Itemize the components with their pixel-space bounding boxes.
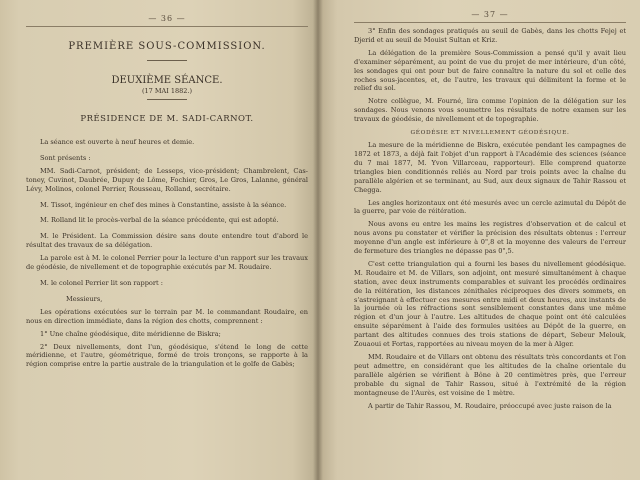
paragraph: C'est cette triangulation qui a fourni les bases du nivellement géodésique. M. Roudaire et M. de Villars, son adjoint, ont mesuré simultanément à chaque station, avec deux instruments comparables et suivant les procédés ordinaires de la réitération, les distances zénithales réciproques des divers sommets, en s'astreignant à effectuer ces mesures entre midi et deux heures, aux instants de la journée où les réfractions sont sensiblement constantes dans une même région et d'un jour à l'autre. Les altitudes de chaque point ont été calculées ensuite séparément à l'aide des formules usitées au Dépôt de la guerre, en partant des altitudes connues des trois stations de départ, Sebeur Melouk, Zouaoui et Fortas, rapportées au niveau moyen de la mer à Alger. [354, 259, 626, 349]
divider [147, 99, 187, 100]
section-title: PREMIÈRE SOUS-COMMISSION. [68, 41, 266, 52]
page-number-right: — 37 — [354, 10, 626, 23]
page-number-left: — 36 — [26, 14, 308, 27]
divider [147, 60, 187, 61]
paragraph: 2° Deux nivellements, dont l'un, géodésique, s'étend le long de cette méridienne, et l'autre, géométrique, formé de trois tronçons, se rapporte à la région comprise entre la partie australe de la triangulation et le golfe de Gabès; [26, 342, 308, 369]
paragraph: La parole est à M. le colonel Perrier pour la lecture d'un rapport sur les travaux de géodésie, de nivellement et de topographie exécutés par M. Roudaire. [26, 254, 308, 272]
paragraph: 3° Enfin des sondages pratiqués au seuil de Gabès, dans les chotts Fejej et Djerid et au seuil de Mouist Sultan et Kriz. [354, 27, 626, 44]
seance-date: (17 MAI 1882.) [141, 87, 192, 95]
book-gutter [313, 0, 323, 480]
paragraph: Les angles horizontaux ont été mesurés avec un cercle azimutal du Dépôt de la guerre, par voie de réitération. [354, 198, 626, 216]
paragraph: Nous avons eu entre les mains les registres d'observation et de calcul et nous avons pu constater et vérifier la précision des résultats obtenus : l'erreur moyenne d'un angle est inférieure à 0",8 et la moyenne des valeurs de l'erreur de fermeture des triangles ne dépasse pas 0",5. [354, 220, 626, 256]
paragraph: Sont présents : [40, 153, 91, 162]
paragraph: M. le colonel Perrier lit son rapport : [40, 278, 164, 287]
paragraph: La séance est ouverte à neuf heures et demie. [40, 138, 195, 146]
paragraph: MM. Roudaire et de Villars ont obtenu des résultats très concordants et l'on peut admettre, en considérant que les altitudes de la chaîne orientale du parallèle algérien se vérifient à Bône à 20 centimètres près, que l'erreur probable du signal de Tahir Rassou, situé à l'extrémité de la région montagneuse de l'Aurès, est voisine de 1 mètre. [354, 353, 626, 397]
paragraph: Notre collègue, M. Fourné, lira comme l'opinion de la délégation sur les sondages. Nous venons vous soumettre les résultats de notre examen sur les travaux de géodésie, de nivellement et de topographie. [354, 97, 626, 124]
paragraph: MM. Sadi-Carnot, président; de Lesseps, vice-président; Chambrelent, Cas- toney, Cuvinot, Daubrée, Dupuy de Lôme, Fochier, Gros, Le Gros, Lalanne, général Lévy, Molinos, colonel Perrier, Rousseau, Rolland, secrétaire. [26, 166, 308, 193]
paragraph: 1° Une chaîne géodésique, dite méridienne de Biskra; [40, 329, 221, 338]
left-page [0, 0, 318, 480]
subheading: GÉODÉSIE ET NIVELLEMENT GÉODÉSIQUE. [410, 130, 570, 137]
paragraph: Les opérations exécutées sur le terrain par M. le commandant Roudaire, en nous en direction immédiate, dans la région des chotts, comprennent : [26, 307, 308, 325]
paragraph: Messieurs, [66, 294, 103, 303]
presidence-heading: PRÉSIDENCE DE M. SADI-CARNOT. [80, 114, 254, 124]
paragraph: La délégation de la première Sous-Commission a pensé qu'il y avait lieu d'examiner séparément, au point de vue du projet de mer intérieure, d'un côté, les sondages qui ont pour but de faire connaître la nature du sol et celle des roches sous-jacentes, et, de l'autre, les travaux qui délimitent la forme et le relief du sol. [354, 48, 626, 93]
paragraph: M. le Président. La Commission désire sans doute entendre tout d'abord le résultat des travaux de sa délégation. [26, 232, 308, 250]
paragraph: M. Tissot, ingénieur en chef des mines à Constantine, assiste à la séance. [40, 200, 287, 209]
paragraph: M. Rolland lit le procès-verbal de la séance précédente, qui est adopté. [40, 216, 279, 225]
seance-title: DEUXIÈME SÉANCE. [111, 75, 223, 86]
paragraph: A partir de Tahir Rassou, M. Roudaire, préoccupé avec juste raison de la [368, 401, 612, 410]
paragraph: La mesure de la méridienne de Biskra, exécutée pendant les campagnes de 1872 et 1873, a déjà fait l'objet d'un rapport à l'Académie des sciences (séance du 7 mai 1877, M. Yvon Villarceau, rapporteur). Elle comprend quatorze triangles bien conditionnés reliés au Nord par trois points avec la chaîne du parallèle algérien et se terminant, au Sud, aux deux signaux de Tahir Rassou et Chegga. [354, 141, 626, 194]
right-page [318, 0, 640, 480]
